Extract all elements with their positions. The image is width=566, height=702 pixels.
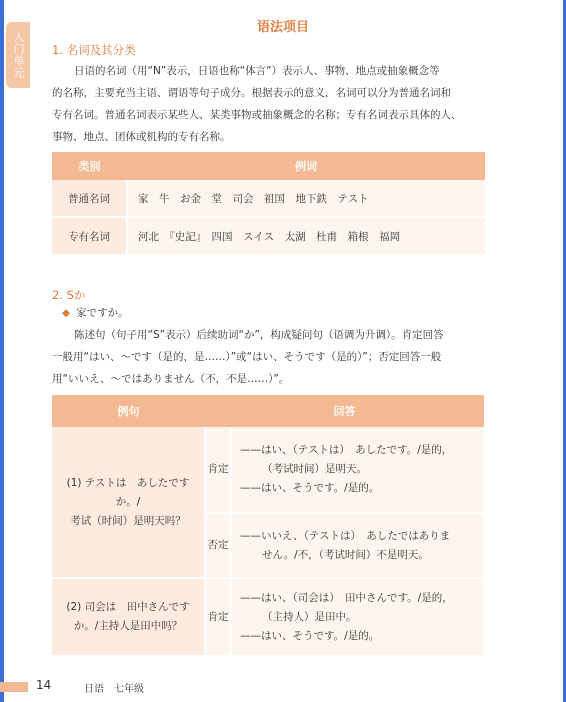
answer-cell [231, 578, 484, 656]
section1-para-line-2: 的名称，主要充当主语、谓语等句子成分。根据表示的意义，名词可以分为普通名词和 [52, 87, 451, 99]
table-row [52, 578, 484, 656]
answer-cell [231, 427, 484, 513]
answer-line: ——いいえ、（テストは） あしたではありま [240, 529, 451, 542]
question-line: か。/主持人是田中吗？ [73, 620, 183, 632]
section1-para-line-3: 专有名词。普通名词表示某些人、某类事物或抽象概念的名称；专有名词表示具体的人、 [52, 109, 462, 121]
section2-para-line-3: 用“いいえ、～ではありません（不，不是……）”。 [52, 373, 290, 385]
page-number: 14 [36, 678, 52, 692]
unit-side-tab-label: 入门单元 [12, 31, 25, 79]
section2-para-line-2: 一般用“はい、～です（是的，是……）”或“はい、そうです（是的）”；否定回答一般 [52, 351, 442, 363]
answer-line: （主持人）是田中。 [262, 610, 357, 623]
table-header-answers: 回答 [205, 395, 484, 427]
section1-para-line-4: 事物、地点、团体或机构的专有名称。 [52, 131, 231, 143]
table-header-examples: 例句 [52, 395, 205, 427]
question-cell [52, 578, 205, 656]
answer-cell [231, 513, 484, 578]
page-border-left [0, 0, 4, 702]
question-line: (1) テストは あしたですか。/ [66, 476, 190, 508]
answer-line: （考试时间）是明天。 [262, 463, 367, 476]
footer-accent-bar [0, 682, 28, 692]
table-row [52, 217, 485, 255]
section2-example-text: 家ですか。 [76, 307, 129, 319]
answer-tag-positive: 肯定 [205, 427, 231, 513]
book-title: 日语 七年级 [84, 684, 144, 695]
section1-para-line-1: 日语的名词（用“N”表示，日语也称“体言”）表示人、事物、地点或抽象概念等 [74, 65, 440, 77]
answer-line: ——はい、（司会は） 田中さんです。/是的， [240, 591, 453, 604]
section2-title: 2. Sか [52, 288, 86, 302]
table-header-category: 类别 [52, 152, 127, 180]
answer-line: ——はい、（テストは） あしたです。/是的， [240, 444, 453, 457]
answer-tag-negative: 否定 [205, 513, 231, 578]
section2-para-line-1: 陈述句（句子用“S”表示）后续助词“か”，构成疑问句（语调为升调）。肯定回答 [74, 329, 444, 341]
noun-category-table [52, 152, 485, 256]
table-cell-category: 专有名词 [52, 217, 127, 255]
answer-line: せん。/不，（考试时间）不是明天。 [262, 548, 429, 561]
question-cell [52, 427, 205, 578]
page-title: 语法项目 [256, 20, 309, 35]
section2-example [62, 302, 129, 324]
table-header-row [52, 395, 484, 427]
table-row [52, 180, 485, 217]
answer-line: ——はい、そうです。/是的。 [240, 629, 380, 642]
table-header-row [52, 152, 485, 180]
answer-line: ——はい、そうです。/是的。 [240, 482, 380, 495]
table-cell-category: 普通名词 [52, 180, 127, 217]
table-cell-words: 河北 『史記』 四国 スイス 太湖 杜甫 箱根 福岡 [127, 217, 485, 255]
answer-tag-positive: 肯定 [205, 578, 231, 656]
section1-title: 1. 名词及其分类 [52, 43, 136, 57]
question-line: (2) 司会は 田中さんです [66, 601, 190, 613]
table-row [52, 427, 484, 513]
question-answer-table [52, 395, 485, 657]
table-cell-words: 家 牛 お金 堂 司会 祖国 地下鉄 テスト [127, 180, 485, 217]
table-header-examples: 例词 [127, 152, 485, 180]
diamond-bullet-icon: ◆ [62, 307, 71, 319]
question-line: 考试（时间）是明天吗？ [70, 514, 186, 527]
